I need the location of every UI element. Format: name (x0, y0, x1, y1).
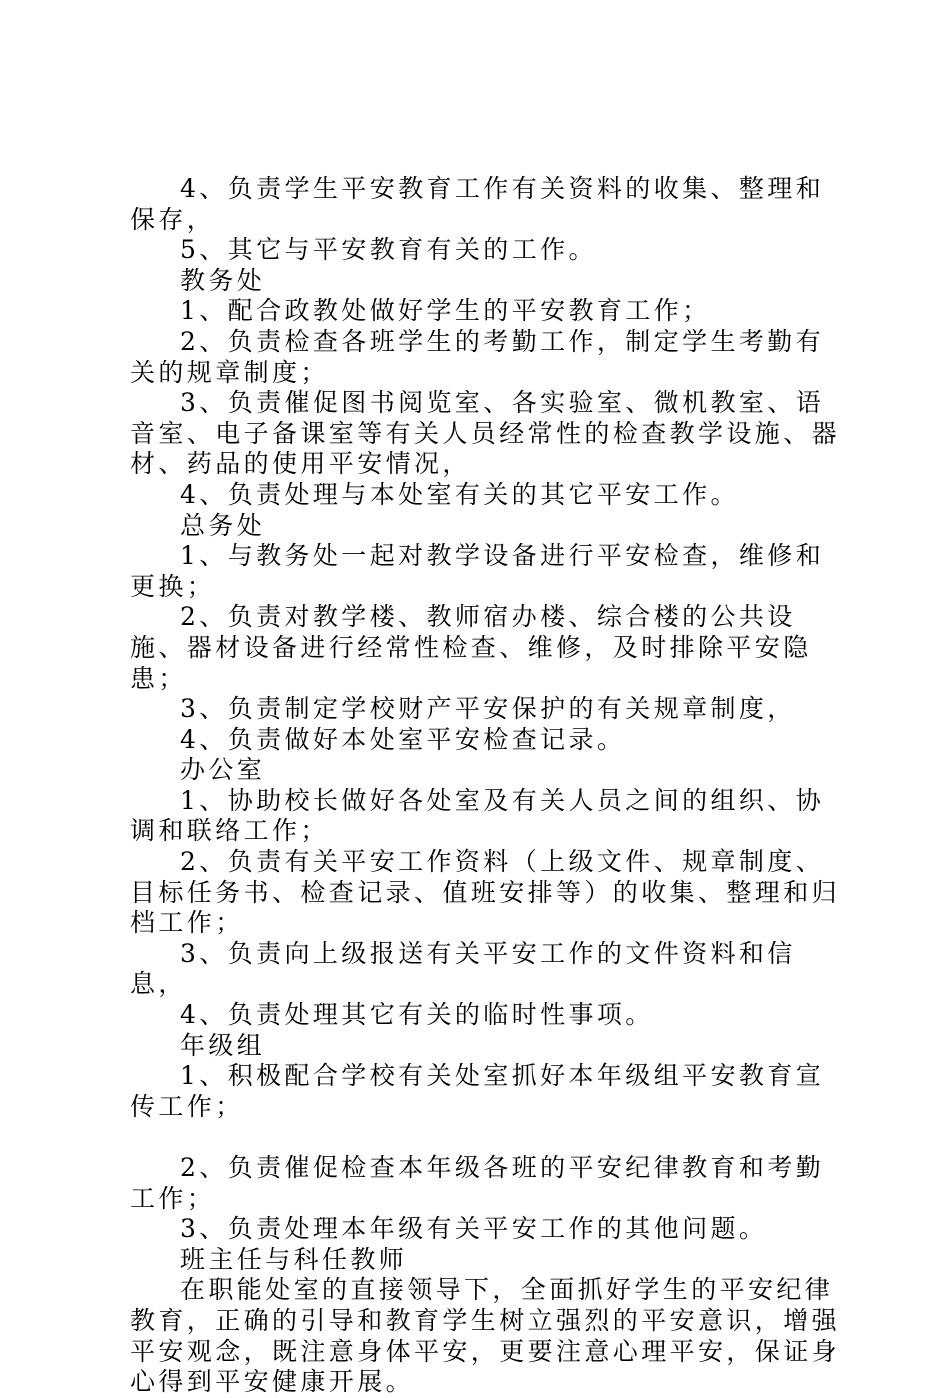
paragraph-item: 4、负责处理其它有关的临时性事项。 (180, 1000, 654, 1030)
paragraph-item: 在职能处室的直接领导下，全面抓好学生的平安纪律教育，正确的引导和教育学生树立强烈的平安意识，增强平安观念，既注意身体平安，更要注意心理平安，保证身心得到平安健康开展。 (130, 1275, 841, 1397)
section-heading-nianjizu: 年级组 (180, 1030, 266, 1060)
section-heading-bangongshi: 办公室 (180, 755, 266, 785)
section-heading-zongwuchu: 总务处 (180, 510, 266, 540)
paragraph-item: 5、其它与平安教育有关的工作。 (180, 235, 597, 265)
paragraph-item: 3、负责制定学校财产平安保护的有关规章制度， (180, 694, 796, 724)
blank-line (130, 1122, 845, 1153)
paragraph-item: 4、负责学生平安教育工作有关资料的收集、整理和保存， (130, 174, 825, 234)
paragraph-item: 1、配合政教处做好学生的平安教育工作； (180, 296, 711, 326)
paragraph-item: 3、负责催促图书阅览室、各实验室、微机教室、语音室、电子备课室等有关人员经常性的检查教学设施、器材、药品的使用平安情况， (130, 388, 841, 479)
document-body (130, 174, 845, 1398)
paragraph-item: 3、负责向上级报送有关平安工作的文件资料和信息， (130, 938, 796, 999)
paragraph-item: 3、负责处理本年级有关平安工作的其他问题。 (180, 1214, 768, 1244)
paragraph-item: 4、负责处理与本处室有关的其它平安工作。 (180, 479, 739, 509)
section-heading-banzhuren: 班主任与科任教师 (180, 1244, 408, 1274)
section-heading-jiaowuchu: 教务处 (180, 265, 266, 295)
paragraph-item: 4、负责做好本处室平安检查记录。 (180, 724, 626, 754)
paragraph-item: 1、协助校长做好各处室及有关人员之间的组织、协调和联络工作； (130, 785, 825, 846)
paragraph-item: 1、与教务处一起对教学设备进行平安检查，维修和更换； (130, 541, 825, 601)
paragraph-item: 2、负责检查各班学生的考勤工作，制定学生考勤有关的规章制度； (130, 326, 825, 387)
paragraph-item: 2、负责有关平安工作资料（上级文件、规章制度、目标任务书、检查记录、值班安排等）的收集、整理和归档工作； (130, 847, 841, 938)
paragraph-item: 2、负责对教学楼、教师宿办楼、综合楼的公共设施、器材设备进行经常性检查、维修，及时排除平安隐患； (130, 602, 812, 693)
paragraph-item: 1、积极配合学校有关处室抓好本年级组平安教育宣传工作； (130, 1061, 825, 1121)
paragraph-item: 2、负责催促检查本年级各班的平安纪律教育和考勤工作； (130, 1153, 825, 1213)
